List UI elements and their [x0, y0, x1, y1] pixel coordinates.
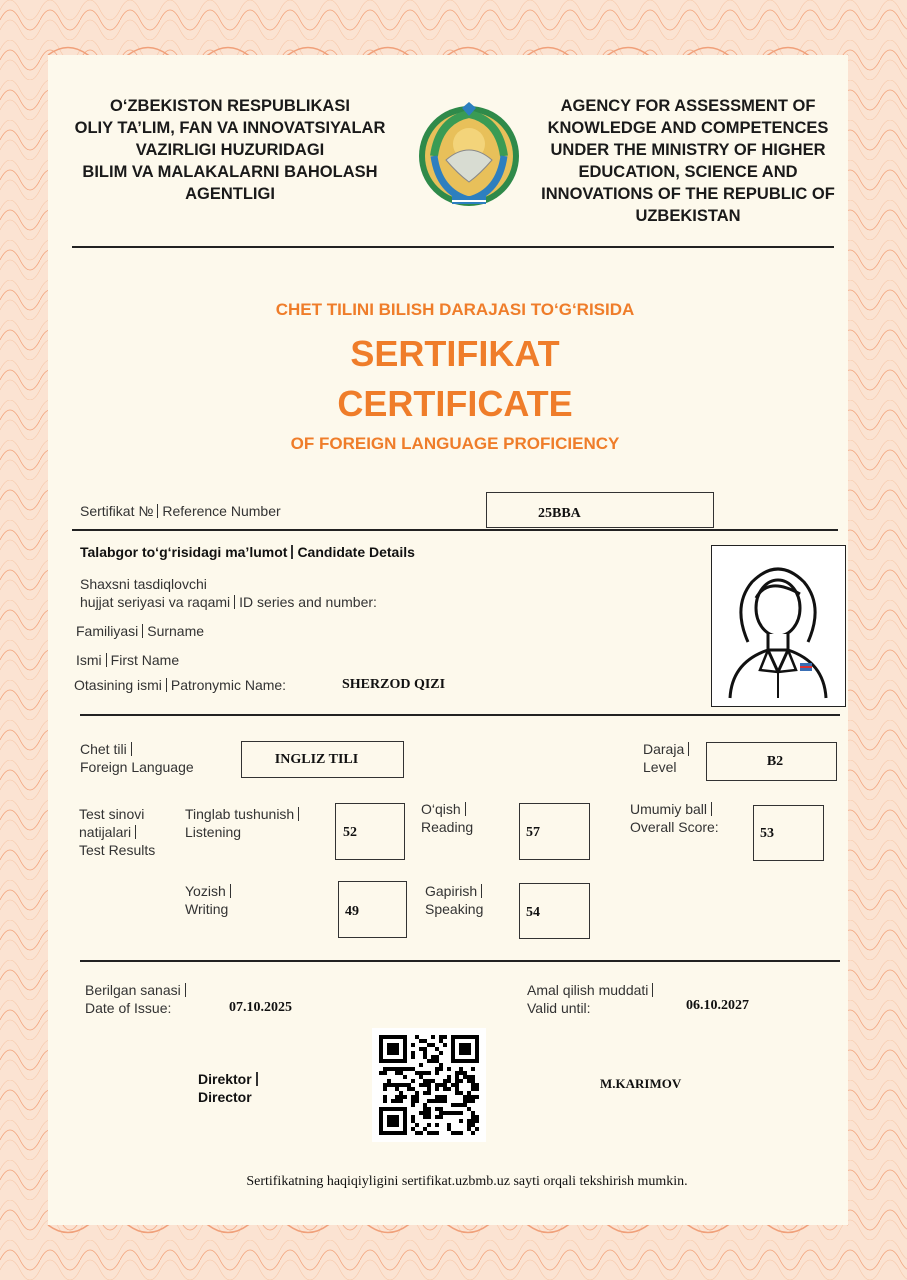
header-right-line: INNOVATIONS OF THE REPUBLIC OF: [541, 185, 835, 203]
issue-label-en: Date of Issue:: [85, 1000, 172, 1016]
language-label: [80, 740, 194, 776]
listening-label: [185, 805, 303, 841]
speaking-label-en: Speaking: [425, 901, 484, 917]
state-emblem-icon: [414, 100, 524, 212]
overall-score: 53: [760, 826, 774, 841]
id-label-uz: hujjat seriyasi va raqami: [80, 594, 231, 610]
listening-label-en: Listening: [185, 824, 242, 840]
level-label-uz: Daraja: [643, 741, 685, 757]
results-label-line: Test sinovi: [79, 806, 145, 822]
reference-label-en: Reference Number: [162, 503, 281, 519]
results-label-line: Test Results: [79, 842, 156, 858]
reading-score: 57: [526, 825, 540, 840]
surname-label-uz: Familiyasi: [76, 623, 139, 639]
issue-label-uz: Berilgan sanasi: [85, 982, 181, 998]
header-right-line: UZBEKISTAN: [635, 207, 741, 225]
header-left-line: BILIM VA MALAKALARNI BAHOLASH: [82, 163, 378, 181]
verification-note: Sertifikatning haqiqiyligini sertifikat.uzbmb.uz sayti orqali tekshirish mumkin.: [246, 1174, 688, 1189]
header-left: [60, 95, 400, 205]
candidate-heading-uz: Talabgor to‘g‘risidagi ma’lumot: [80, 544, 288, 560]
candidate-heading-en: Candidate Details: [297, 544, 415, 560]
valid-label-en: Valid until:: [527, 1000, 591, 1016]
surname-label-en: Surname: [147, 623, 205, 639]
language-label-uz: Chet tili: [80, 741, 127, 757]
reference-label: [80, 502, 281, 520]
title-en: CERTIFICATE: [337, 383, 573, 424]
valid-date: 06.10.2027: [686, 998, 749, 1013]
qr-code-icon: [372, 1028, 486, 1142]
writing-score: 49: [345, 904, 359, 919]
listening-score: 52: [343, 825, 357, 840]
title-sub: OF FOREIGN LANGUAGE PROFICIENCY: [290, 434, 620, 453]
candidate-divider: [80, 714, 840, 716]
patronymic-label: [74, 676, 286, 694]
results-label-line: natijalari: [79, 824, 132, 840]
overall-label: [630, 800, 719, 836]
header-right-line: AGENCY FOR ASSESSMENT OF: [560, 97, 816, 115]
header-left-line: AGENTLIGI: [185, 185, 275, 203]
title-kicker: CHET TILINI BILISH DARAJASI TO‘G‘RISIDA: [275, 300, 635, 319]
valid-label: [527, 981, 657, 1017]
reading-label-uz: O‘qish: [421, 801, 461, 817]
writing-label: [185, 882, 235, 918]
language-value: INGLIZ TILI: [274, 752, 359, 767]
writing-label-en: Writing: [185, 901, 229, 917]
language-label-en: Foreign Language: [80, 759, 194, 775]
patronymic-value: SHERZOD QIZI: [342, 677, 446, 692]
speaking-label: [425, 882, 486, 918]
writing-label-uz: Yozish: [185, 883, 226, 899]
header-right-line: EDUCATION, SCIENCE AND: [578, 163, 798, 181]
qr-code[interactable]: [372, 1028, 486, 1142]
results-label: [79, 805, 155, 859]
id-label-line: Shaxsni tasdiqlovchi: [80, 576, 207, 592]
speaking-score: 54: [526, 905, 540, 920]
firstname-label: [76, 651, 179, 669]
reading-label: [421, 800, 473, 836]
overall-label-en: Overall Score:: [630, 819, 719, 835]
firstname-label-en: First Name: [110, 652, 180, 668]
firstname-label-uz: Ismi: [76, 652, 102, 668]
header-right-line: UNDER THE MINISTRY OF HIGHER: [550, 141, 826, 159]
photo-frame: [711, 545, 846, 707]
header-left-line: O‘ZBEKISTON RESPUBLIKASI: [110, 97, 350, 115]
level-value: B2: [766, 754, 784, 769]
speaking-label-uz: Gapirish: [425, 883, 478, 899]
reference-divider: [72, 529, 838, 531]
director-label: [198, 1070, 262, 1106]
level-label-en: Level: [643, 759, 677, 775]
valid-label-uz: Amal qilish muddati: [527, 982, 649, 998]
header-right-line: KNOWLEDGE AND COMPETENCES: [547, 119, 829, 137]
director-name: M.KARIMOV: [600, 1076, 682, 1091]
issue-date: 07.10.2025: [229, 1000, 292, 1015]
level-label: [643, 740, 693, 776]
listening-label-uz: Tinglab tushunish: [185, 806, 295, 822]
header-left-line: VAZIRLIGI HUZURIDAGI: [135, 141, 325, 159]
candidate-heading: [80, 544, 415, 560]
director-label-en: Director: [198, 1089, 252, 1105]
reference-box: [486, 492, 714, 528]
id-label: [80, 575, 377, 611]
results-divider: [80, 960, 840, 962]
director-label-uz: Direktor: [198, 1071, 252, 1087]
patronymic-label-en: Patronymic Name:: [170, 677, 287, 693]
header-left-line: OLIY TA’LIM, FAN VA INNOVATSIYALAR: [74, 119, 386, 137]
patronymic-label-uz: Otasining ismi: [74, 677, 162, 693]
avatar-icon: [712, 546, 845, 706]
reading-label-en: Reading: [421, 819, 474, 835]
reference-label-uz: Sertifikat №: [80, 503, 154, 519]
issue-label: [85, 981, 190, 1017]
id-label-en: ID series and number:: [239, 594, 377, 610]
overall-label-uz: Umumiy ball: [630, 801, 708, 817]
header-divider: [72, 246, 834, 248]
surname-label: [76, 622, 204, 640]
reference-value: 25BBA: [538, 506, 581, 521]
header-right: [528, 95, 848, 227]
title-uz: SERTIFIKAT: [350, 333, 560, 374]
